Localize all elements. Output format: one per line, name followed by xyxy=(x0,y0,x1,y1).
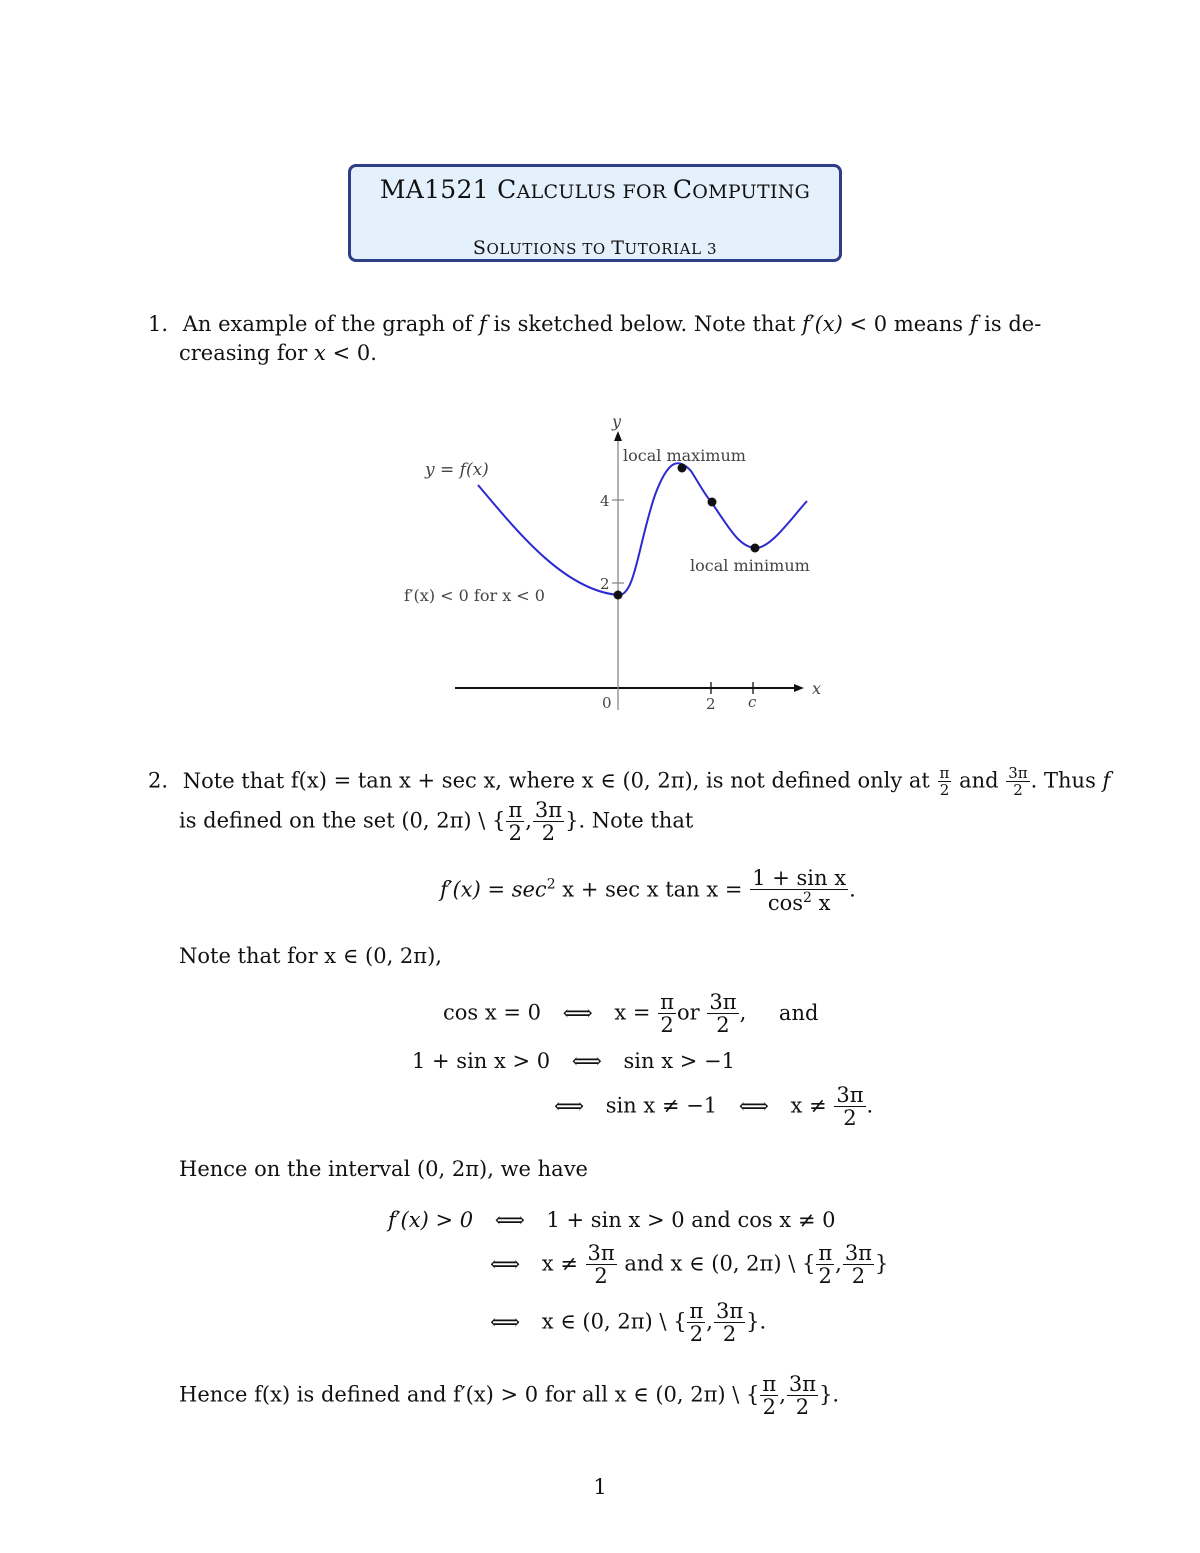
frac-3pi-over-2 xyxy=(1006,766,1029,798)
sin-ne-line: ⟺ sin x ≠ −1 ⟺ x ≠ $\frac{3\pi}{2}$ . xyxy=(539,1085,873,1129)
den: 2 xyxy=(506,821,524,844)
tick-label-2: 2 xyxy=(600,575,610,593)
deriv-fraction xyxy=(750,868,848,914)
q2-line2: is defined on the set (0, 2π) \ { $\frac{\pi}{2}$ , $\frac{3\pi}{2}$ }. Note that xyxy=(179,798,694,845)
x-ne-2: x ≠ xyxy=(541,1251,578,1276)
local-min-label: local minimum xyxy=(690,556,810,575)
num: 3π xyxy=(1008,764,1028,782)
sub-small-2: UTORIAL 3 xyxy=(624,240,718,258)
num: 3π xyxy=(587,1241,615,1265)
or-word: or xyxy=(677,1000,700,1025)
fprime-chain-1 xyxy=(388,1208,835,1232)
tick-label-0: 0 xyxy=(602,694,612,712)
num: π xyxy=(762,1372,777,1396)
q2-number: 2. xyxy=(148,768,169,793)
den: 2 xyxy=(707,1013,738,1036)
deriv-mid: x + sec x tan x = xyxy=(562,877,743,902)
q2-defined-on: is defined on the set (0, 2π) \ { xyxy=(179,808,506,833)
den: 2 xyxy=(938,781,952,798)
title-cap-c2: C xyxy=(672,175,693,204)
q1-f2: f xyxy=(969,312,978,336)
note-for-line: Note that for x ∈ (0, 2π), xyxy=(179,944,442,968)
subtitle xyxy=(351,237,839,259)
iff-7: ⟺ xyxy=(489,1309,521,1334)
q1-text-e: creasing for xyxy=(179,341,308,365)
x-axis-label: x xyxy=(812,679,822,698)
cos-text: cos xyxy=(767,891,803,915)
q1-line2 xyxy=(179,339,377,367)
sin-gt: sin x > −1 xyxy=(623,1049,735,1073)
tick-label-x2: 2 xyxy=(706,695,716,713)
title-cap-c: C xyxy=(497,175,517,204)
den: 2 xyxy=(533,821,564,844)
den: 2 xyxy=(658,1013,676,1036)
q1-f1: f xyxy=(478,312,487,336)
den: 2 xyxy=(1006,781,1029,798)
tick-label-4: 4 xyxy=(600,492,610,510)
num: π xyxy=(660,990,675,1014)
curve-label: y = f(x) xyxy=(425,460,489,480)
iff-6: ⟺ xyxy=(489,1251,521,1276)
den: 2 xyxy=(816,1264,834,1287)
q1-text-f: < 0. xyxy=(332,341,377,365)
iff-2: ⟺ xyxy=(571,1049,602,1073)
num: 1 + sin x xyxy=(752,866,847,890)
frac-3pi-2-f xyxy=(843,1243,874,1287)
frac-pi-2-e xyxy=(816,1243,834,1287)
fprime-chain-2: ⟺ x ≠ $\frac{3\pi}{2}$ and x ∈ (0, 2π) \ { $\frac{\pi}{2}$ , $\frac{3\pi}{2}$ } xyxy=(475,1243,888,1287)
fprime-chain-3: ⟺ x ∈ (0, 2π) \ { $\frac{\pi}{2}$ , $\frac{3\pi}{2}$ }. xyxy=(475,1301,766,1345)
sub-cap-s: S xyxy=(472,237,487,259)
hence-interval-line: Hence on the interval (0, 2π), we have xyxy=(179,1157,588,1181)
num: 3π xyxy=(709,990,737,1014)
q1-text-a: An example of the graph of xyxy=(182,312,473,336)
curve-y-f-x xyxy=(478,463,807,595)
q2-thus: . Thus xyxy=(1030,768,1096,793)
deriv-lhs: f′(x) = sec xyxy=(440,877,547,902)
derivative-equation: $f'(x) = \sec^2 x + \sec x$ tan x = $\frac{\text{1 + sin x}}{\cos^2 x}$ . xyxy=(440,866,856,915)
den: 2 xyxy=(760,1395,778,1418)
q2-text-a: Note that xyxy=(182,768,285,793)
iff-4: ⟺ xyxy=(738,1093,769,1118)
den: 2 xyxy=(834,1106,865,1129)
derivative-label: f′(x) < 0 for x < 0 xyxy=(404,586,545,605)
title-box xyxy=(348,164,842,262)
point-y-intercept xyxy=(614,591,623,600)
den: 2 xyxy=(843,1264,874,1287)
y-axis-arrow xyxy=(614,431,622,441)
frac-3pi-over-2-b xyxy=(533,800,564,844)
cos-lhs: cos x = 0 xyxy=(443,1000,542,1025)
iff-3: ⟺ xyxy=(553,1093,585,1118)
frac-pi-2-g xyxy=(687,1301,705,1345)
fp-gt: f′(x) > 0 xyxy=(388,1208,474,1232)
cond3: x ∈ (0, 2π) \ { xyxy=(541,1309,687,1334)
x-ne: x ≠ xyxy=(790,1093,827,1118)
q1-text-b: is sketched below. Note that xyxy=(493,312,796,336)
q2-text-fn: f(x) = tan x + sec x, where x ∈ (0, 2π), is not defined only at xyxy=(290,768,930,793)
frac-3pi-2-e xyxy=(586,1243,617,1287)
num: 3π xyxy=(534,798,563,822)
den: 2 xyxy=(787,1395,818,1418)
x-eq: x = xyxy=(614,1000,651,1025)
num: π xyxy=(508,798,523,822)
frac-pi-2-c xyxy=(658,992,676,1036)
cond2: and x ∈ (0, 2π) \ { xyxy=(624,1251,816,1276)
brace: } xyxy=(874,1251,889,1276)
brace-dot-2: }. xyxy=(819,1382,840,1407)
title-small-2: OMPUTING xyxy=(692,181,811,203)
q1-text-c: < 0 means xyxy=(849,312,964,336)
function-graph xyxy=(390,405,840,720)
num: π xyxy=(818,1241,833,1265)
q2-note-that: }. Note that xyxy=(565,808,694,833)
num: 3π xyxy=(715,1299,744,1323)
sin-lhs: 1 + sin x > 0 xyxy=(412,1049,551,1073)
point-local-min xyxy=(751,544,760,553)
num: π xyxy=(939,764,950,782)
page-number: 1 xyxy=(593,1475,607,1499)
q2-f: f xyxy=(1102,768,1111,793)
den: 2 xyxy=(687,1322,705,1345)
sin-equiv-line xyxy=(412,1049,735,1073)
title-small-1: ALCULUS FOR xyxy=(516,181,673,203)
q1-fprime: f′(x) xyxy=(802,312,843,336)
iff-5: ⟺ xyxy=(494,1208,525,1232)
cond1: 1 + sin x > 0 and cos x ≠ 0 xyxy=(546,1208,836,1232)
q1-number: 1. xyxy=(148,312,169,336)
den: $\cos^2 x$ xyxy=(750,889,848,914)
q1-x: x xyxy=(314,341,326,365)
frac-3pi-2-d xyxy=(834,1085,865,1129)
iff-1: ⟺ xyxy=(562,1000,593,1025)
num: π xyxy=(689,1299,704,1323)
frac-pi-2-h xyxy=(760,1374,778,1418)
q2-line1 xyxy=(148,766,1110,798)
frac-pi-over-2-b xyxy=(506,800,524,844)
den: 2 xyxy=(714,1322,745,1345)
x-axis-arrow xyxy=(794,684,804,692)
sub-small-1: OLUTIONS TO xyxy=(486,240,612,258)
num: 3π xyxy=(844,1241,872,1265)
num: 3π xyxy=(836,1083,864,1107)
q2-and: and xyxy=(959,768,999,793)
sub-cap-t: T xyxy=(611,237,625,259)
q1-line1 xyxy=(148,310,1041,338)
brace-dot: }. xyxy=(746,1309,767,1334)
conclusion-line: Hence f(x) is defined and f′(x) > 0 for all x ∈ (0, 2π) \ { $\frac{\pi}{2}$ , $\frac{3\pi}{2}$ }. xyxy=(179,1372,840,1419)
frac-pi-over-2 xyxy=(938,766,952,798)
cos-equiv-line: cos x = 0 ⟺ x = $\frac{\pi}{2}$ or $\frac{3\pi}{2}$ , and xyxy=(443,990,819,1037)
course-title xyxy=(351,175,839,204)
y-axis-label: y xyxy=(612,412,622,431)
frac-3pi-2-g xyxy=(714,1301,745,1345)
point-inflection xyxy=(708,498,717,507)
course-code: MA1521 xyxy=(379,175,489,204)
local-max-label: local maximum xyxy=(623,446,746,465)
and-word: and xyxy=(778,1000,819,1025)
conclusion-text: Hence f(x) is defined and f′(x) > 0 for all x ∈ (0, 2π) \ { xyxy=(179,1382,760,1407)
q1-text-d: is de- xyxy=(984,312,1042,336)
num: 3π xyxy=(788,1372,817,1396)
den: 2 xyxy=(586,1264,617,1287)
tick-label-c: c xyxy=(748,693,757,711)
frac-3pi-2-h xyxy=(787,1374,818,1418)
frac-3pi-2-c xyxy=(707,992,738,1036)
sin-ne: sin x ≠ −1 xyxy=(605,1093,718,1118)
